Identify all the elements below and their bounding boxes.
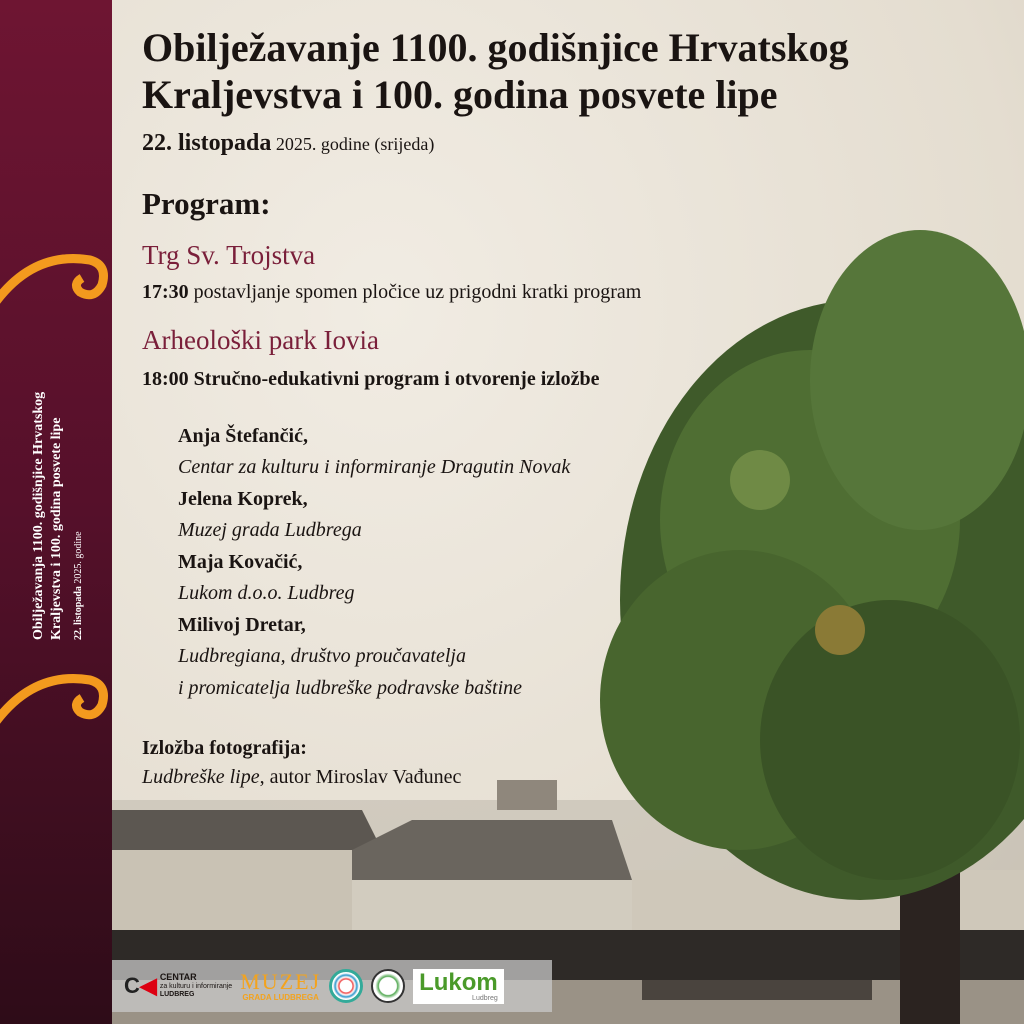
time-1: 17:30 (142, 281, 189, 303)
program-item-1 (142, 281, 641, 304)
speaker-org: i promicatelja ludbreške podravske baštine (178, 677, 523, 699)
desc-1: postavljanje spomen pločice uz prigodni kratki program (188, 281, 642, 303)
program-item-2: 18:00 Stručno-edukativni program i otvorenje izložbe (142, 368, 600, 390)
exhibit-heading: Izložba fotografija: (142, 737, 307, 759)
sidebar-date: 22. listopada (73, 586, 84, 640)
linden-tree-image (560, 180, 1024, 1024)
logo-muzej: MUZEJ GRADA LUDBREGA (240, 968, 322, 1002)
location-1: Trg Sv. Trojstva (142, 240, 316, 270)
speaker-org: Ludbregiana, društvo proučavatelja (178, 645, 466, 667)
logo-centar: C◀ CENTAR za kulturu i informiranje LUDBREG (124, 972, 233, 998)
sidebar-line: Obilježavanja 1100. godišnjice Hrvatskog (31, 391, 46, 640)
location-2: Arheološki park Iovia (142, 325, 379, 355)
date-bold: 22. listopada (142, 130, 272, 156)
speaker-org: Lukom d.o.o. Ludbreg (178, 582, 355, 604)
event-date (142, 130, 434, 157)
speaker-name: Milivoj Dretar, (178, 614, 306, 636)
ornament-swirl-icon (0, 660, 110, 740)
speaker-name: Maja Kovačić, (178, 551, 303, 573)
centar-c-icon: C◀ (124, 973, 157, 998)
sidebar-year: 2025. godine (73, 531, 84, 587)
speaker-name: Anja Štefančić, (178, 425, 308, 447)
speaker-org: Muzej grada Ludbrega (178, 519, 362, 541)
program-heading: Program: (142, 186, 271, 221)
date-rest: 2025. godine (srijeda) (271, 134, 435, 154)
logo-lukom: Lukom Ludbreg (413, 969, 504, 1004)
society-logo-icon (371, 969, 405, 1003)
sidebar-band (0, 0, 112, 1024)
page-title: Obilježavanje 1100. godišnjice Hrvatskog Kraljevstva i 100. godina posvete lipe (142, 25, 849, 117)
sidebar-title (30, 392, 88, 640)
exhibit-title: Ludbreške lipe (142, 766, 260, 788)
circle-logo-icon (329, 969, 363, 1003)
speaker-name: Jelena Koprek, (178, 488, 308, 510)
sidebar-line: Kraljevstva i 100. godina posvete lipe (49, 417, 64, 640)
ornament-swirl-icon (0, 240, 110, 320)
speaker-org: Centar za kulturu i informiranje Dragutin Novak (178, 456, 571, 478)
exhibit-author: , autor Miroslav Vađunec (259, 766, 462, 788)
sponsor-logos (112, 960, 552, 1012)
exhibit-line (142, 766, 461, 789)
